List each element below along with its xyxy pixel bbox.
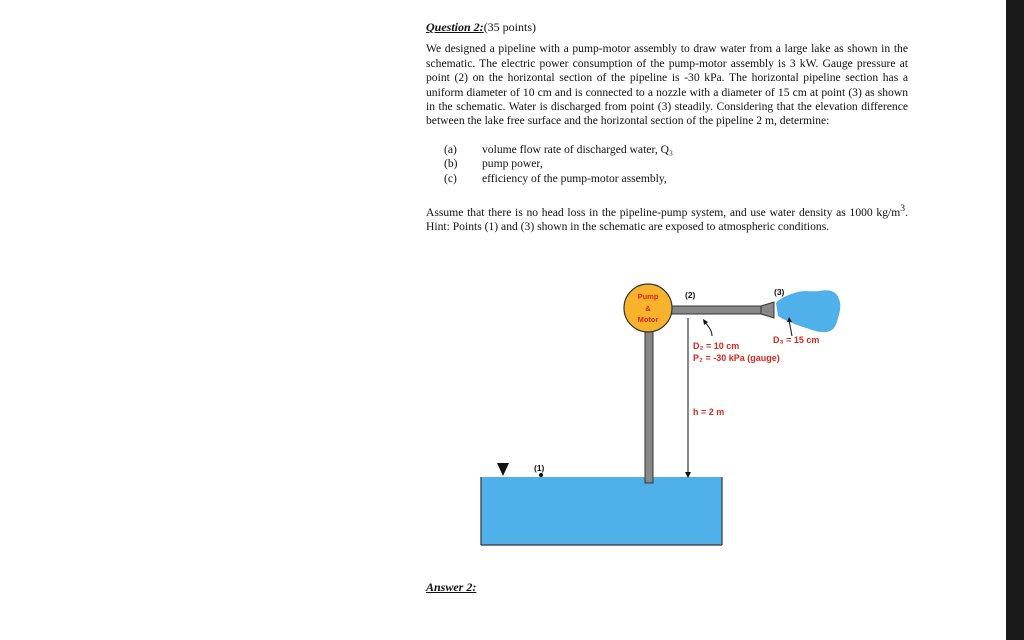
assumption-superscript: 3 [900,203,906,215]
task-text: pump power, [482,157,543,171]
suction-pipe [645,331,653,483]
d2-label: D₂ = 10 cm [693,341,740,351]
p2-label: P₂ = -30 kPa (gauge) [693,353,780,363]
question-points: (35 points) [483,20,537,34]
question-paragraph: We designed a pipeline with a pump-motor assembly to draw water from a large lake as shown in the schematic. The electric power consumption of the pump-motor assembly is 3 kW. Gauge pressure at point (2) on the horizontal section of the pipeline is -30 kPa. The horizontal pipeline section has a uniform diameter of 10 cm and is connected to a nozzle with a diameter of 15 cm at point (3) as shown in the schematic. Water is discharged from point (3) steadily. Considering that the elevation difference between the lake free surface and the horizontal section of the pipeline 2 m, determine: [426,42,908,128]
task-label: (a) [444,142,457,156]
point-2-leader-arrow-icon [703,319,708,325]
task-label: (b) [444,157,458,171]
question-title: Question 2: [426,20,484,34]
free-surface-marker-icon [497,463,509,476]
window-edge-bar [1006,0,1024,640]
point-2-label: (2) [685,290,696,300]
assumption-text-1: Assume that there is no head loss in the pipeline-pump system, and use water density as 1000 kg/m [426,205,901,219]
height-label: h = 2 m [693,407,725,417]
answer-heading: Answer 2: [426,580,477,594]
point-3-label: (3) [774,287,785,297]
task-text: efficiency of the pump-motor assembly, [482,171,667,185]
pump-label-line3: Motor [637,315,659,324]
horizontal-pipe [668,306,761,314]
pump-label-line2: & [645,304,651,313]
assumption-text-2: . Hint: Points (1) and (3) shown in the schematic are exposed to atmospheric conditions. [426,205,908,234]
point-1-dot [539,473,543,477]
task-label: (c) [444,171,457,185]
task-text: volume flow rate of discharged water, Q₃ [482,142,674,156]
lake-water [481,477,722,545]
pump-label-line1: Pump [637,292,659,301]
nozzle [761,302,774,318]
point-1-label: (1) [534,463,545,473]
water-jet [776,290,840,332]
d3-label: D₃ = 15 cm [773,335,820,345]
